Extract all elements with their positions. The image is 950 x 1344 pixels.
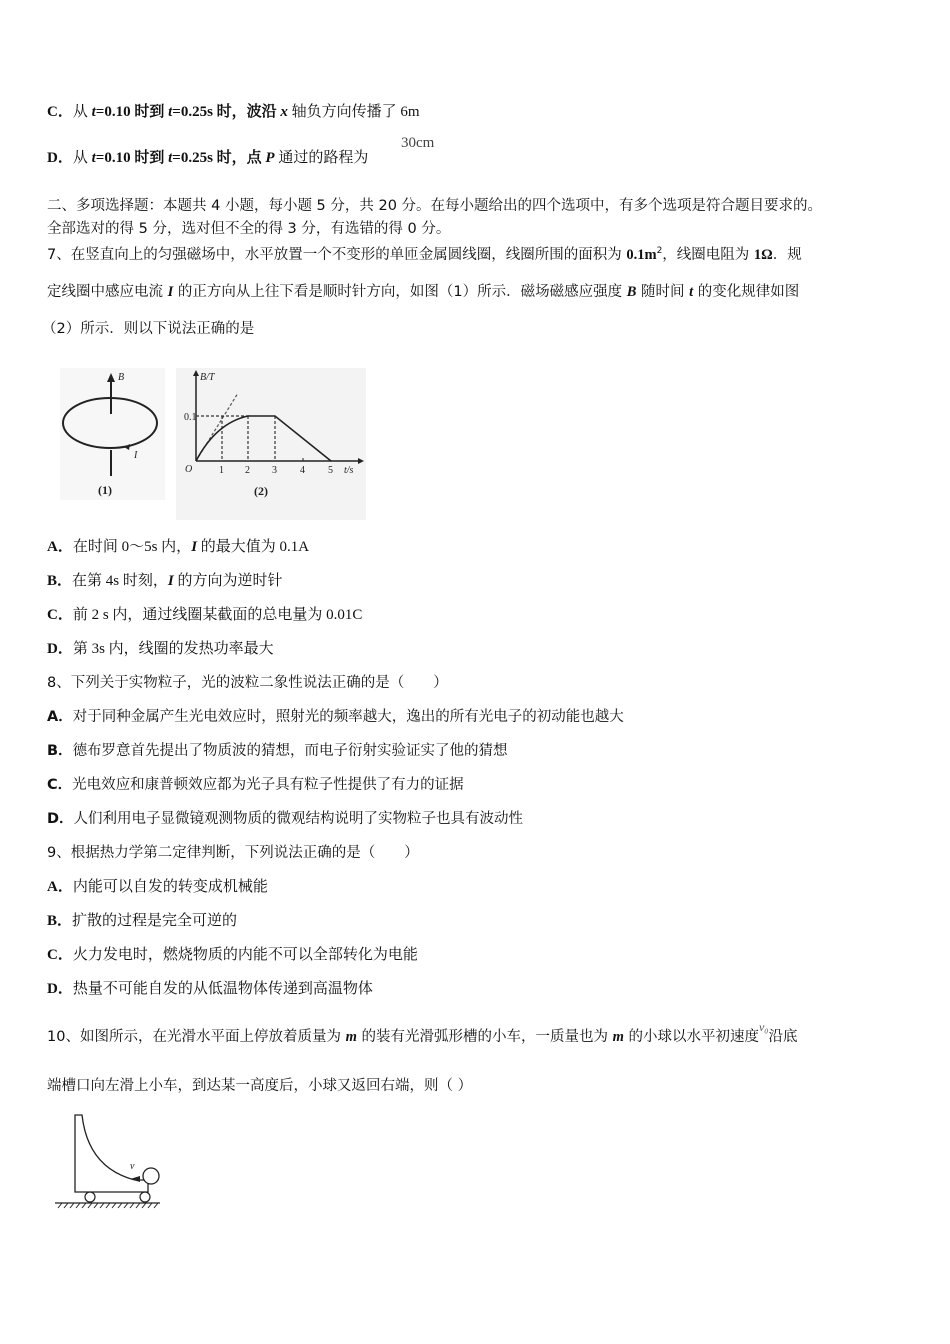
- q7-option-a: A．在时间 0～5s 内，I 的最大值为 0.1A: [47, 539, 310, 555]
- q8-option-c: C．光电效应和康普顿效应都为光子具有粒子性提供了有力的证据: [47, 777, 464, 793]
- svg-text:4: 4: [300, 465, 305, 476]
- q10-stem-line1: 10、如图所示，在光滑水平面上停放着质量为 m 的装有光滑弧形槽的小车，一质量也为 m 的小球以水平初速度$^{v_0}$沿底: [47, 1020, 798, 1045]
- q7-figure-2-chart: [176, 368, 366, 520]
- svg-text:3: 3: [272, 465, 277, 476]
- section-instructions: 全部选对的得 5 分，选对但不全的得 3 分，有选错的得 0 分。: [47, 221, 451, 237]
- svg-text:2: 2: [245, 465, 250, 476]
- q7-option-b: B．在第 4s 时刻，I 的方向为逆时针: [47, 573, 283, 589]
- q7-figure-1: [60, 368, 165, 500]
- q8-option-a: A．对于同种金属产生光电效应时，照射光的频率越大，逸出的所有光电子的初动能也越大: [47, 709, 624, 725]
- q8-option-b: B．德布罗意首先提出了物质波的猜想，而电子衍射实验证实了他的猜想: [47, 743, 508, 759]
- q9-option-d: D．热量不可能自发的从低温物体传递到高温物体: [47, 981, 373, 997]
- q7-stem-line1: 7、在竖直向上的匀强磁场中，水平放置一个不变形的单匝金属圆线圈，线圈所围的面积为 $0.1m^2$，线圈电阻为 1Ω．规: [47, 246, 802, 263]
- q7-stem-line3: （2）所示．则以下说法正确的是: [42, 321, 255, 337]
- q6-option-c: C．从 t=0.10 时到 t=0.25s 时，波沿 x 轴负方向传播了 6m: [47, 104, 420, 120]
- q7-stem-line2: 定线圈中感应电流 I 的正方向从上往下看是顺时针方向，如图（1）所示．磁场磁感应强度 B 随时间 t 的变化规律如图: [47, 284, 800, 300]
- q6-option-d: D．从 t=0.10 时到 t=0.25s 时，点 P 通过的路程为: [47, 150, 369, 166]
- q7-option-c: C．前 2 s 内，通过线圈某截面的总电量为 0.01C: [47, 607, 363, 623]
- svg-text:O: O: [185, 464, 193, 475]
- loop-diagram-icon: [60, 368, 165, 500]
- cart-groove-diagram-icon: [50, 1108, 160, 1213]
- svg-text:B/T: B/T: [200, 372, 215, 383]
- svg-text:B: B: [118, 372, 125, 383]
- q9-option-a: A．内能可以自发的转变成机械能: [47, 879, 268, 895]
- q8-option-d: D．人们利用电子显微镜观测物质的微观结构说明了实物粒子也具有波动性: [47, 811, 524, 827]
- svg-text:5: 5: [328, 465, 333, 476]
- svg-text:t/s: t/s: [344, 465, 354, 476]
- svg-text:1: 1: [219, 465, 224, 476]
- q7-option-d: D．第 3s 内，线圈的发热功率最大: [47, 641, 274, 657]
- svg-text:(2): (2): [254, 484, 268, 498]
- q9-option-b: B．扩散的过程是完全可逆的: [47, 913, 238, 929]
- q10-figure-cart: [50, 1108, 160, 1213]
- v0-symbol: v₀: [758, 1020, 769, 1034]
- q10-stem-line2: 端槽口向左滑上小车，到达某一高度后，小球又返回右端，则（ ）: [47, 1078, 473, 1094]
- svg-text:v: v: [130, 1161, 135, 1172]
- q6-d-value: 30cm: [401, 135, 435, 151]
- q9-stem: 9、根据热力学第二定律判断，下列说法正确的是（ ）: [47, 845, 419, 861]
- q9-option-c: C．火力发电时，燃烧物质的内能不可以全部转化为电能: [47, 947, 418, 963]
- q8-stem: 8、下列关于实物粒子，光的波粒二象性说法正确的是（ ）: [47, 675, 448, 691]
- svg-text:I: I: [134, 450, 138, 461]
- svg-text:(1): (1): [98, 483, 112, 497]
- section-heading: 二、多项选择题：本题共 4 小题，每小题 5 分，共 20 分。在每小题给出的四个选项中，有多个选项是符合题目要求的。: [47, 198, 823, 214]
- svg-text:0.1: 0.1: [184, 412, 197, 423]
